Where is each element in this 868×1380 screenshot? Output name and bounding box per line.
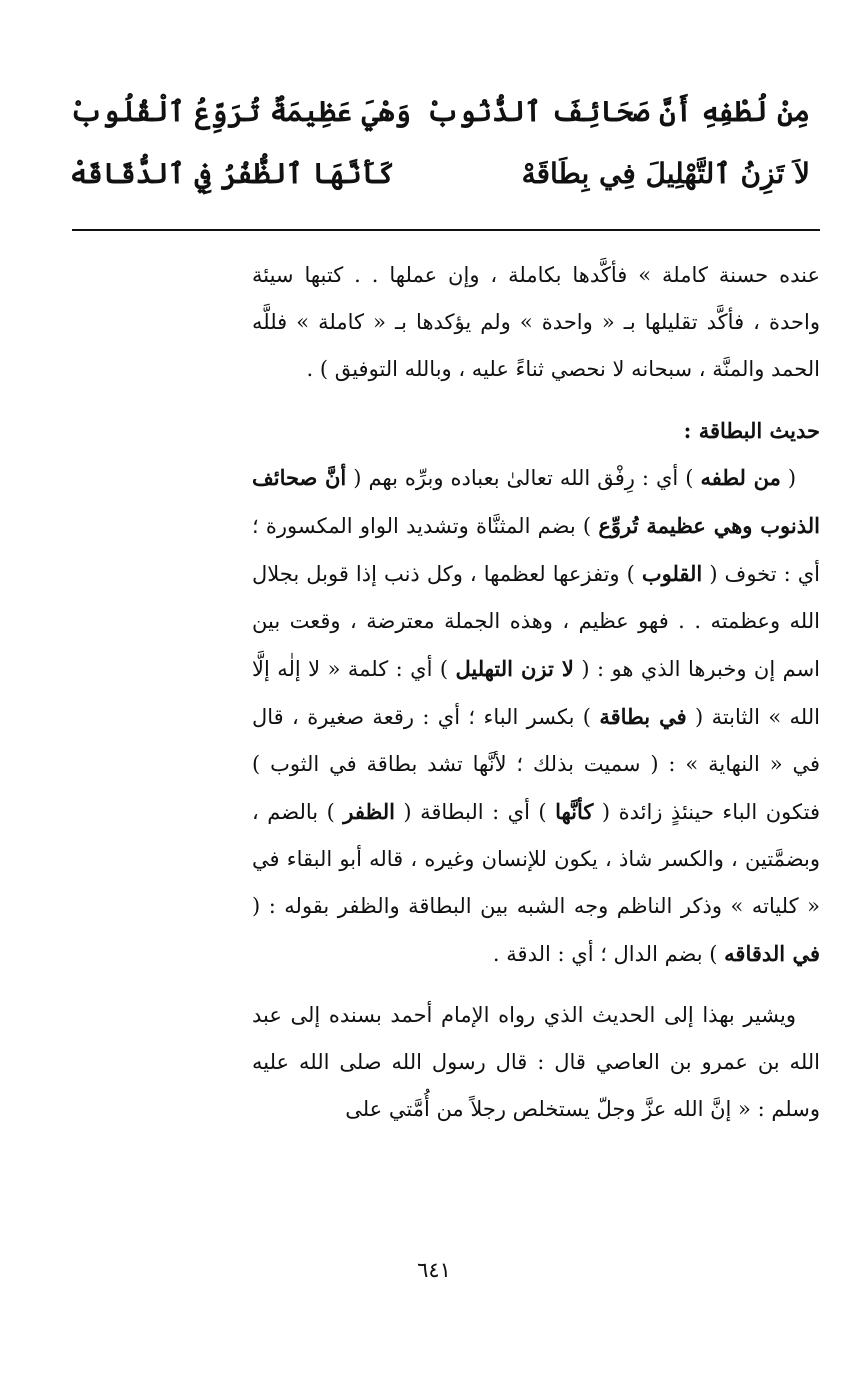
quoted-term: القلوب (641, 561, 703, 586)
intro-paragraph: عنده حسنة كاملة » فأكَّدها بكاملة ، وإن عملها . . كتبها سيئة واحدة ، فأكَّد تقليلها بـ « واحدة » ولم يؤكدها بـ « كاملة » فللَّه الحمد والمنَّة ، سبحانه لا نحصي ثناءً عليه ، وبالله التوفيق ) . (252, 263, 820, 381)
commentary-paragraph-1 (252, 454, 820, 978)
verse-2-second-hemistich: كَأَنَّهَا ٱلظُّفُرُ فِي ٱلدُّقَاقَهْ (70, 156, 395, 190)
poem-verses (70, 80, 810, 204)
quoted-term: في بطاقة (599, 704, 687, 729)
verse-2-first-hemistich: لاَ تَزِنُ ٱلتَّهْلِيلَ فِي بِطَاقَهْ (521, 156, 810, 190)
text-run: ) أي : البطاقة ( (394, 800, 556, 824)
quoted-term: الظفر (343, 799, 395, 824)
quoted-term: لا تزن التهليل (455, 656, 574, 681)
text-run: ) بكسر الباء ؛ أي : رقعة صغيرة ، قال في « النهاية » : ( سميت بذلك ؛ لأنَّها تشد بطاقة في الثوب ) فتكون الباء حينئذٍ زائدة ( (252, 705, 820, 824)
text-run: ( (780, 466, 797, 490)
quoted-term: من لطفه (700, 465, 781, 490)
text-run: ) أي : رِفْق الله تعالىٰ بعباده وبرِّه بهم ( (346, 466, 701, 490)
poem-verse-2 (70, 142, 810, 204)
text-run: ) بضم المثنَّاة وتشديد الواو المكسورة ؛ أي : تخوف ( (252, 514, 821, 586)
section-heading: حديث البطاقة : (683, 418, 820, 443)
text-run: ) بالضم ، وبضمَّتين ، والكسر شاذ ، يكون للإنسان وغيره ، قاله أبو البقاء في « كلياته » وذكر الناظم وجه الشبه بين البطاقة والظفر بقوله : ( (252, 800, 820, 918)
text-run: ) وتفزعها لعظمها ، وكل ذنب إذا قوبل بجلال الله وعظمته . . فهو عظيم ، وهذه الجملة معترضة ، وقعت بين اسم إن وخبرها الذي هو : ( (252, 562, 821, 681)
quoted-term: كأنَّها (555, 799, 594, 824)
verse-1-second-hemistich: وَهْيَ عَظِيمَةٌ تُرَوِّعُ ٱلْقُلُوبْ (70, 94, 411, 128)
commentary-text (252, 252, 820, 1133)
quoted-term: أنَّ صحائف الذنوب وهي عظيمة تُروِّع (252, 465, 820, 538)
commentary-paragraph-2: ويشير بهذا إلى الحديث الذي رواه الإمام أحمد بسنده إلى عبد الله بن عمرو بن العاصي قال : قال رسول الله صلى الله عليه وسلم : « إنَّ الله عزَّ وجلّ يستخلص رجلاً من أُمَّتي على (252, 1003, 820, 1121)
text-run: ) بضم الدال ؛ أي : الدقة . (492, 942, 725, 966)
text-run: ) أي : كلمة « لا إلٰه إلَّا الله » الثابتة ( (252, 657, 820, 729)
verse-1-first-hemistich: مِنْ لُطْفِهِ أَنَّ صَحَائِفَ ٱلذُّنُوبْ (426, 94, 810, 128)
quoted-term: في الدقاقه (724, 941, 820, 966)
poem-verse-1 (70, 80, 810, 142)
page-number: ٦٤١ (417, 1258, 451, 1282)
separator-rule (72, 229, 820, 231)
